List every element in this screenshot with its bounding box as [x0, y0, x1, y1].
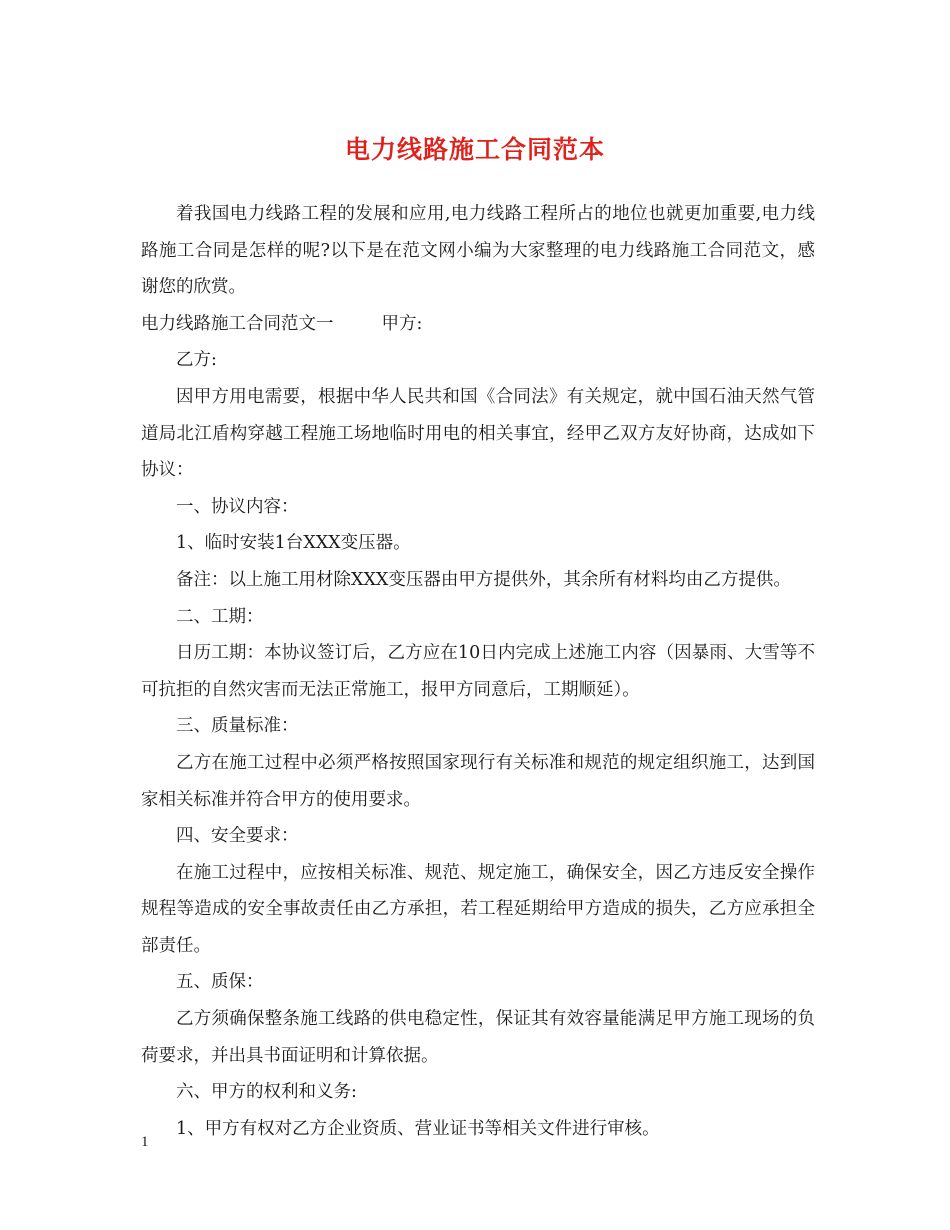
clause-3-text: 乙方在施工过程中必须严格按照国家现行有关标准和规范的规定组织施工，达到国家相关标准并符合甲方的使用要求。	[141, 752, 815, 810]
clause-1-item-1: 1、临时安装1台XXX变压器。	[176, 533, 411, 554]
clause-4-title: 四、安全要求：	[176, 826, 299, 847]
clause-2-text: 日历工期：本协议签订后，乙方应在10日内完成上述施工内容（因暴雨、大雪等不可抗拒的自然灾害而无法正常施工，报甲方同意后，工期顺延）。	[141, 643, 815, 700]
section-heading-line	[141, 306, 815, 343]
clause-3-title: 三、质量标准：	[176, 716, 299, 737]
intro-paragraph: 着我国电力线路工程的发展和应用,电力线路工程所占的地位也就更加重要,电力线路施工合同是怎样的呢?以下是在范文网小编为大家整理的电力线路施工合同范文，感谢您的欣赏。	[141, 204, 815, 298]
document-title: 电力线路施工合同范本	[344, 135, 605, 164]
clause-5-text: 乙方须确保整条施工线路的供电稳定性，保证其有效容量能满足甲方施工现场的负荷要求，并出具书面证明和计算依据。	[141, 1009, 815, 1066]
clause-1-note: 备注：以上施工用材除XXX变压器由甲方提供外，其余所有材料均由乙方提供。	[176, 569, 791, 590]
party-b-label: 乙方:	[176, 350, 217, 371]
clause-6-title: 六、甲方的权利和义务:	[176, 1082, 357, 1103]
document-body	[141, 196, 815, 1147]
clause-1-title: 一、协议内容：	[176, 496, 299, 517]
clause-5-title: 五、质保：	[176, 972, 264, 993]
clause-4-text: 在施工过程中，应按相关标准、规范、规定施工，确保安全，因乙方违反安全操作规程等造成的安全事故责任由乙方承担，若工程延期给甲方造成的损失，乙方应承担全部责任。	[141, 862, 815, 956]
party-a-label: 甲方:	[381, 313, 423, 334]
clause-2-title: 二、工期：	[176, 606, 264, 627]
preamble-paragraph: 因甲方用电需要，根据中华人民共和国《合同法》有关规定，就中国石油天然气管道局北江盾构穿越工程施工场地临时用电的相关事宜，经甲乙双方友好协商，达成如下协议：	[141, 386, 815, 481]
section-heading: 电力线路施工合同范文一	[141, 313, 334, 334]
page-number: 1	[141, 1134, 149, 1150]
clause-6-item-1: 1、甲方有权对乙方企业资质、营业证书等相关文件进行审核。	[176, 1118, 660, 1139]
